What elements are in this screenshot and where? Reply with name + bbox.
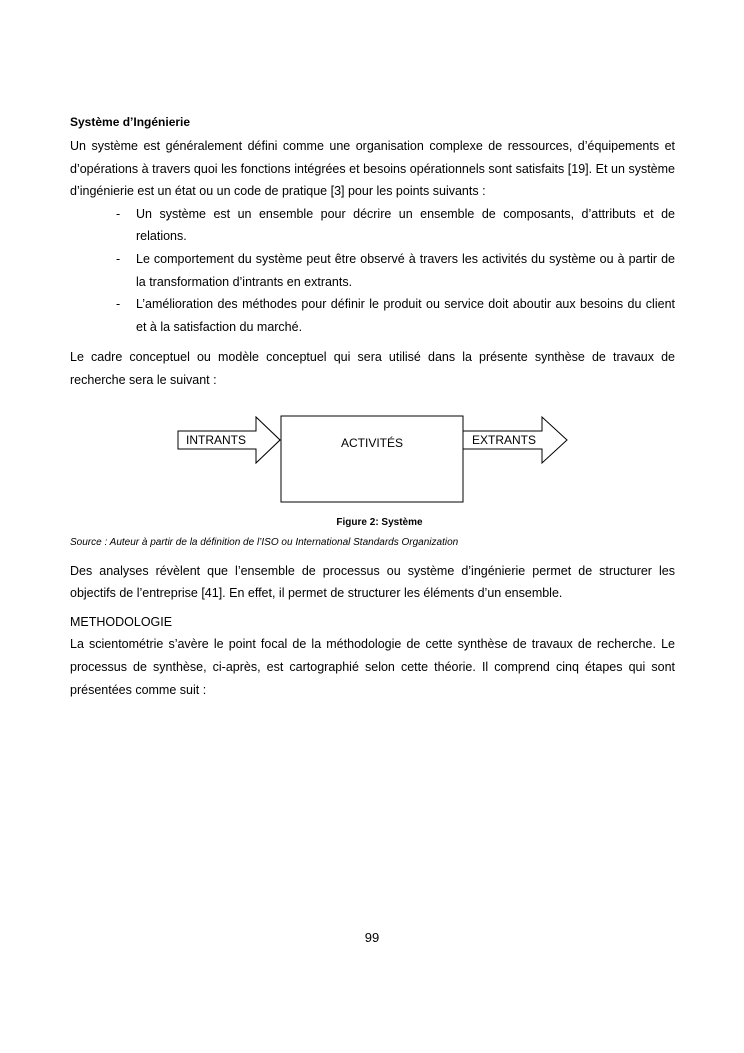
bullet-dash: - [116, 206, 121, 221]
list-item [70, 248, 675, 293]
list-item-text: L’amélioration des méthodes pour définir le produit ou service doit aboutir aux besoins du client et à la satisfaction du marché. [136, 297, 675, 334]
framework-paragraph: Le cadre conceptuel ou modèle conceptuel qui sera utilisé dans la présente synthèse de travaux de recherche sera le suivant : [70, 350, 675, 387]
list-item-text: Le comportement du système peut être observé à travers les activités du système ou à partir de la transformation d’intrants en extrants. [136, 251, 675, 289]
input-label: INTRANTS [186, 432, 246, 447]
figure-caption: Figure 2: Système [336, 516, 423, 528]
methodology-title: METHODOLOGIE [70, 614, 173, 629]
methodology-paragraph: La scientométrie s’avère le point focal de la méthodologie de cette synthèse de travaux de recherche. Le processus de synthèse, ci-après, est cartographié selon cette théorie. Il comprend cinq étapes qui sont présentées comme suit : [70, 637, 675, 697]
page-number: 99 [364, 930, 380, 945]
process-box [281, 416, 463, 502]
intro-paragraph: Un système est généralement défini comme une organisation complexe de ressources, d’équipements et d’opérations à travers quoi les fonctions intégrées et besoins opérationnels sont satisfaits [19]. Et un système d’ingénierie est un état ou un code de pratique [3] pour les points suivants : [70, 139, 675, 199]
bullet-dash: - [116, 251, 121, 266]
bullet-dash: - [116, 297, 121, 312]
system-diagram [70, 414, 675, 514]
section-heading: Système d’Ingénierie [70, 115, 191, 129]
list-item [70, 293, 675, 338]
page-content [70, 113, 675, 701]
process-label: ACTIVITÉS [340, 435, 404, 450]
list-item-text: Un système est un ensemble pour décrire un ensemble de composants, d’attributs et de relations. [136, 206, 675, 244]
figure-source: Source : Auteur à partir de la définition de l’ISO ou International Standards Organization [70, 536, 459, 548]
bullet-list [70, 203, 675, 339]
system-figure [70, 414, 675, 532]
output-label: EXTRANTS [472, 432, 537, 447]
analysis-paragraph: Des analyses révèlent que l’ensemble de processus ou système d’ingénierie permet de structurer les objectifs de l’entreprise [41]. En effet, il permet de structurer les éléments d’un ensemble. [70, 563, 675, 601]
list-item [70, 203, 675, 248]
